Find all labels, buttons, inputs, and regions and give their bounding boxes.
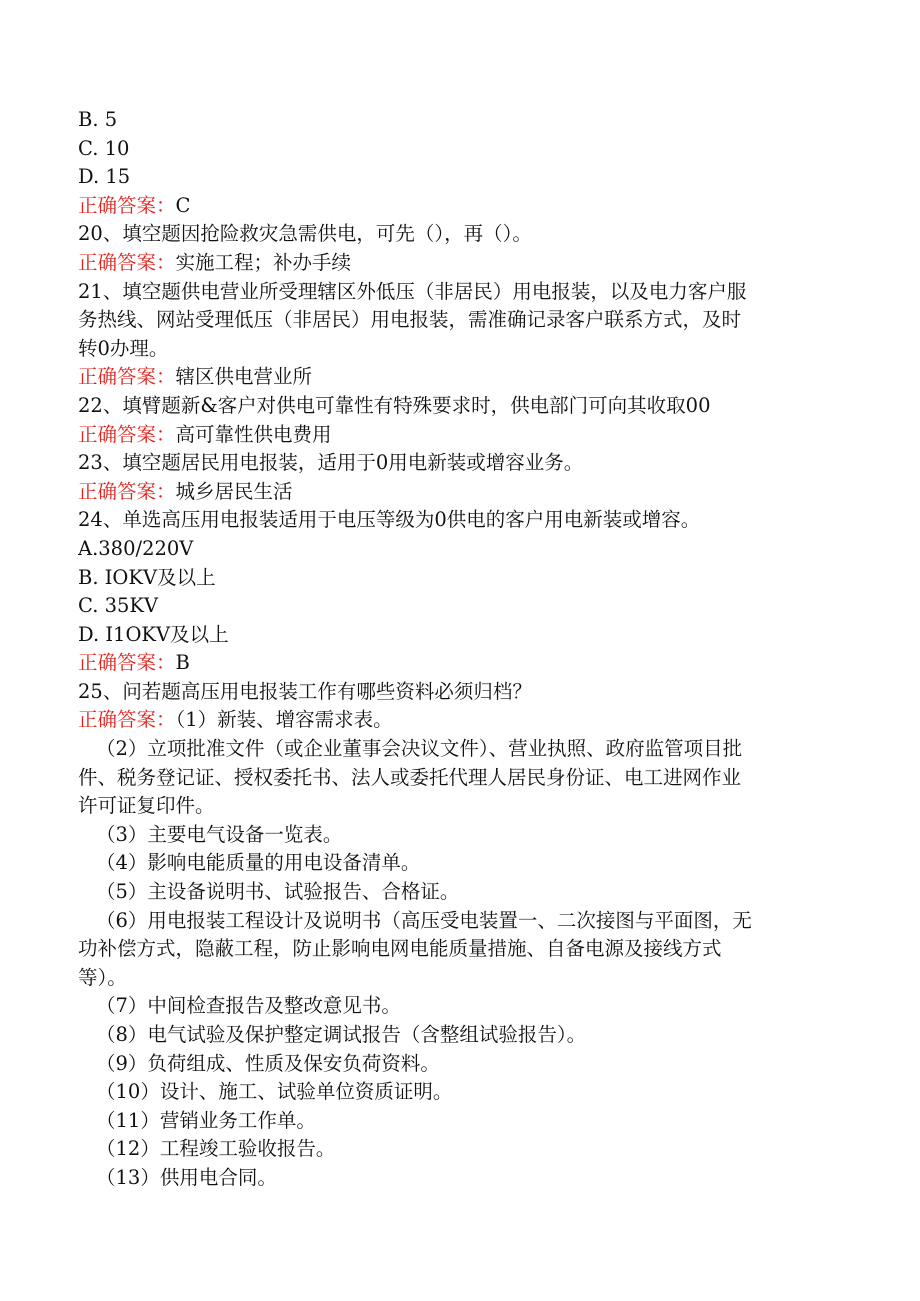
q22-question: 22、填臂题新&客户对供电可靠性有特殊要求时，供电部门可向其收取00 (78, 393, 711, 417)
q21-question-line: 21、填空题供电营业所受理辖区外低压（非居民）用电报装，以及电力客户服 (78, 279, 747, 303)
q24-answer-line (78, 649, 818, 678)
q24-option-a: A.380/220V (78, 536, 194, 560)
answer-label: 正确答案： (78, 422, 176, 446)
q22-answer-line (78, 421, 818, 450)
q21-question-line: 转0办理。 (78, 336, 169, 360)
q23-answer: 城乡居民生活 (175, 479, 293, 503)
q25-item-10: （10）设计、施工、试验单位资质证明。 (96, 1080, 453, 1104)
q21-question-line: 务热线、网站受理低压（非居民）用电报装，需准确记录客户联系方式，及时 (78, 308, 742, 332)
q24-question: 24、单选高压用电报装适用于电压等级为0供电的客户用电新装或增容。 (78, 508, 701, 532)
q25-answer-first: （1）新装、增容需求表。 (175, 708, 393, 732)
q24-answer: B (175, 651, 190, 675)
q25-item-7: （7）中间检查报告及整改意见书。 (96, 994, 401, 1018)
q25-item-2-line-1: （2）立项批准文件（或企业董事会决议文件）、营业执照、政府监管项目批 (96, 737, 743, 761)
q24-option-c: C. 35KV (78, 594, 159, 618)
q25-item-5: （5）主设备说明书、试验报告、合格证。 (96, 880, 460, 904)
q25-answer-line (78, 706, 818, 735)
q25-item-6-line-1: （6）用电报装工程设计及说明书（高压受电装置一、二次接图与平面图，无 (96, 908, 752, 932)
q25-item-9: （9）负荷组成、性质及保安负荷资料。 (96, 1051, 440, 1075)
answer-label: 正确答案： (78, 708, 176, 732)
q20-question: 20、填空题因抢险救灾急需供电，可先（），再（）。 (78, 222, 532, 246)
answer-label: 正确答案： (78, 479, 176, 503)
q21-answer: 辖区供电营业所 (175, 365, 313, 389)
document-page (78, 106, 818, 1193)
answer-label: 正确答案： (78, 651, 176, 675)
q25-item-2-line-3: 许可证复印件。 (78, 794, 215, 818)
answer-label: 正确答案： (78, 193, 176, 217)
q25-item-2-line-2: 件、税务登记证、授权委托书、法人或委托代理人居民身份证、电工进网作业 (78, 765, 742, 789)
q22-answer: 高可靠性供电费用 (175, 422, 332, 446)
q19-option-b: B. 5 (78, 108, 118, 131)
answer-label: 正确答案： (78, 250, 176, 274)
q25-question: 25、问若题高压用电报装工作有哪些资料必须归档？ (78, 679, 532, 703)
answer-label: 正确答案： (78, 365, 176, 389)
q23-question: 23、填空题居民用电报装，适用于0用电新装或增容业务。 (78, 451, 584, 475)
q19-answer-line (78, 192, 818, 221)
q25-item-8: （8）电气试验及保护整定调试报告（含整组试验报告）。 (96, 1023, 587, 1046)
q21-answer-line (78, 363, 818, 392)
q19-option-d: D. 15 (78, 165, 131, 189)
q25-item-4: （4）影响电能质量的用电设备清单。 (96, 851, 421, 875)
q24-option-d: D. I1OKV及以上 (78, 622, 229, 646)
q20-answer: 实施工程；补办手续 (175, 250, 352, 274)
q25-item-6-line-2: 功补偿方式，隐蔽工程，防止影响电网电能质量措施、自备电源及接线方式 (78, 937, 722, 961)
q19-option-c: C. 10 (78, 136, 130, 160)
q25-item-13: （13）供用电合同。 (96, 1165, 277, 1189)
q25-item-3: （3）主要电气设备一览表。 (96, 822, 343, 846)
q23-answer-line (78, 478, 818, 507)
q25-item-12: （12）工程竣工验收报告。 (96, 1137, 336, 1161)
q19-answer: C (175, 193, 191, 217)
q20-answer-line (78, 249, 818, 278)
q24-option-b: B. IOKV及以上 (78, 565, 216, 589)
q25-item-11: （11）营销业务工作单。 (96, 1108, 316, 1132)
q25-item-6-line-3: 等）。 (78, 965, 127, 989)
